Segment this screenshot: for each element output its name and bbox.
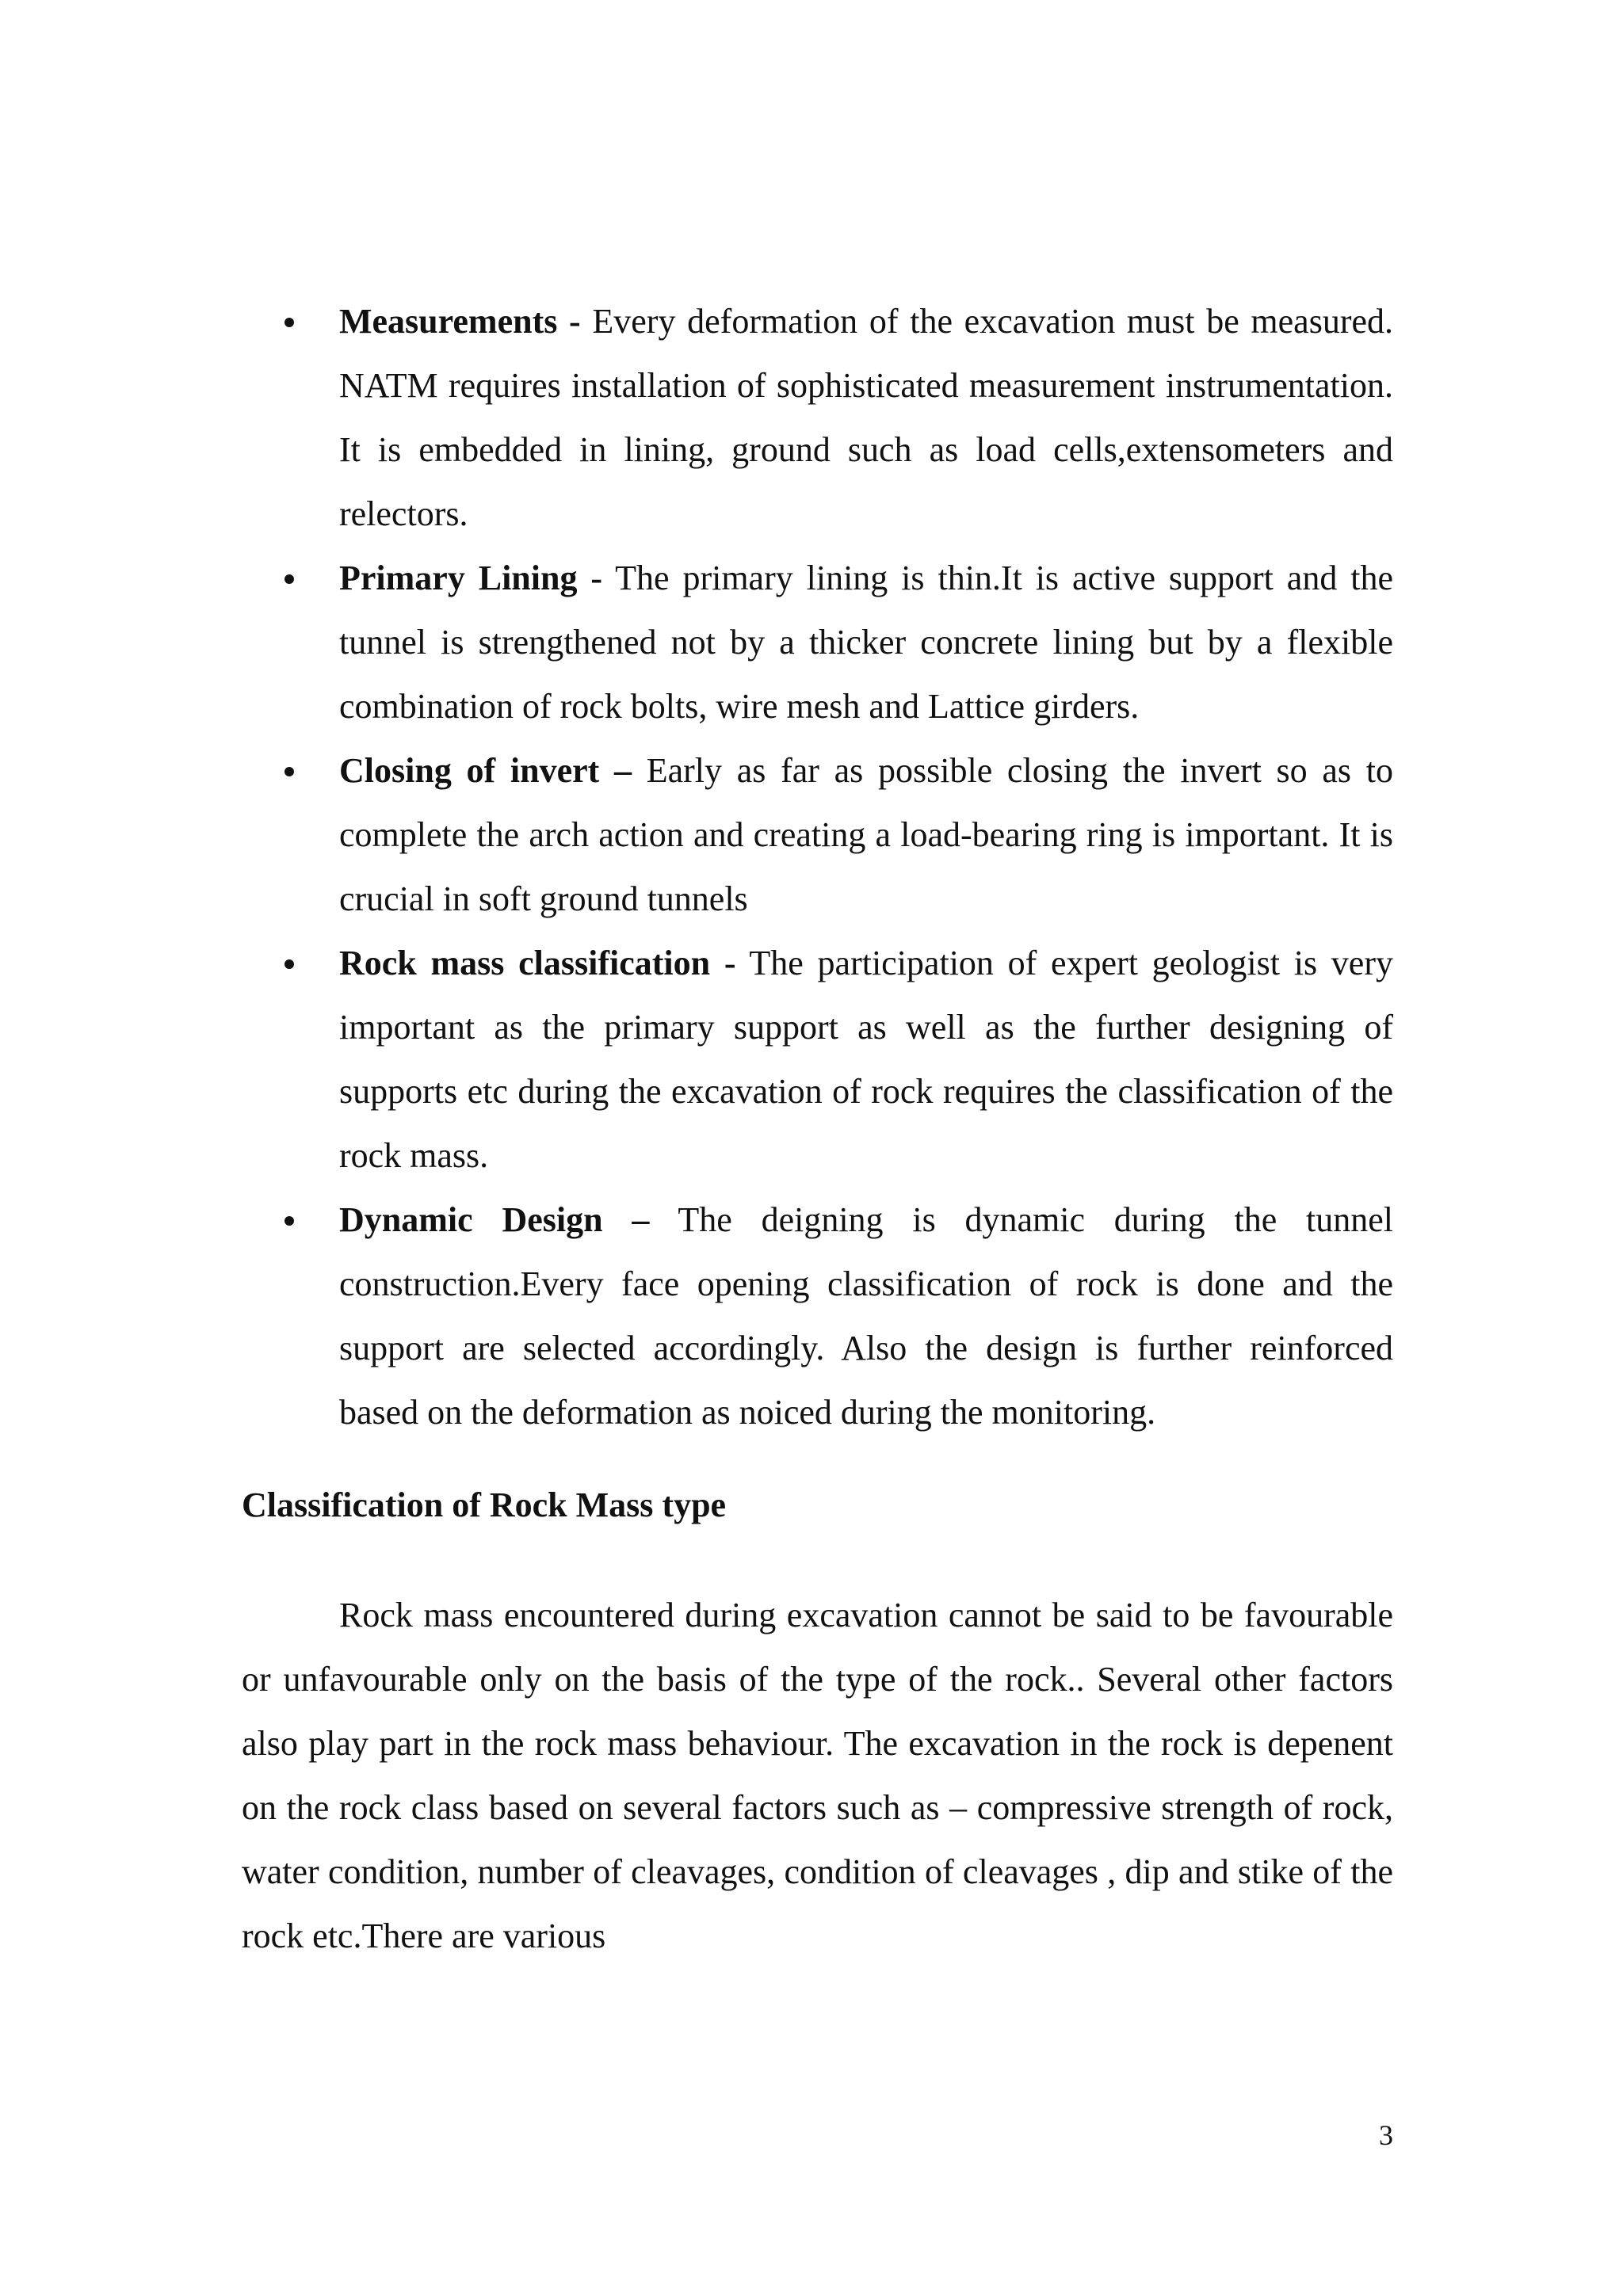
bullet-dot [285, 767, 294, 776]
bullet-item-rock-mass-classification [276, 931, 1393, 1188]
bullet-item-measurements [276, 289, 1393, 546]
bullet-term: Dynamic Design – [339, 1200, 650, 1239]
bullet-text: The primary lining is thin.It is active support and the tunnel is strengthened not by a thicker concrete lining but by a flexible combination of rock bolts, wire mesh and Lattice girders. [339, 559, 1393, 726]
bullet-dot [285, 574, 294, 584]
bullet-text: Early as far as possible closing the invert so as to complete the arch action and creating a load-bearing ring is important. It is crucial in soft ground tunnels [339, 751, 1393, 918]
bullet-item-dynamic-design [276, 1188, 1393, 1444]
bullet-dot [285, 318, 294, 327]
bullet-text: The deigning is dynamic during the tunnel construction.Every face opening classification of rock is done and the support are selected accordingly. Also the design is further reinforced based on the deformation as noiced during the monitoring. [339, 1200, 1393, 1432]
bullet-text: Every deformation of the excavation must be measured. NATM requires installation of sophisticated measurement instrumentation. It is embedded in lining, ground such as load cells,extensometers and relectors. [339, 302, 1394, 533]
bullet-term: Measurements - [339, 302, 581, 341]
bullet-term: Primary Lining - [339, 559, 603, 597]
bullet-dot [285, 1216, 294, 1226]
page-number: 3 [1379, 2119, 1393, 2151]
bullet-item-closing-of-invert [276, 738, 1393, 931]
bullet-term: Closing of invert – [339, 751, 632, 790]
bullet-term: Rock mass classification - [339, 944, 736, 982]
bullet-text: The participation of expert geologist is very important as the primary support as well as the further designing of supports etc during the excavation of rock requires the classification of the rock mass. [339, 944, 1393, 1175]
bullet-item-primary-lining [276, 546, 1393, 738]
section-heading: Classification of Rock Mass type [242, 1486, 727, 1524]
section-paragraph: Rock mass encountered during excavation cannot be said to be favourable or unfavourable only on the basis of the type of the rock.. Several other factors also play part in the rock mass behaviour. The excavation in the rock is depenent on the rock class based on several factors such as – compressive strength of rock, water condition, number of cleavages, condition of cleavages , dip and stike of the rock etc.There are various [242, 1596, 1393, 1955]
bullet-list [276, 289, 1393, 1444]
bullet-dot [285, 959, 294, 969]
